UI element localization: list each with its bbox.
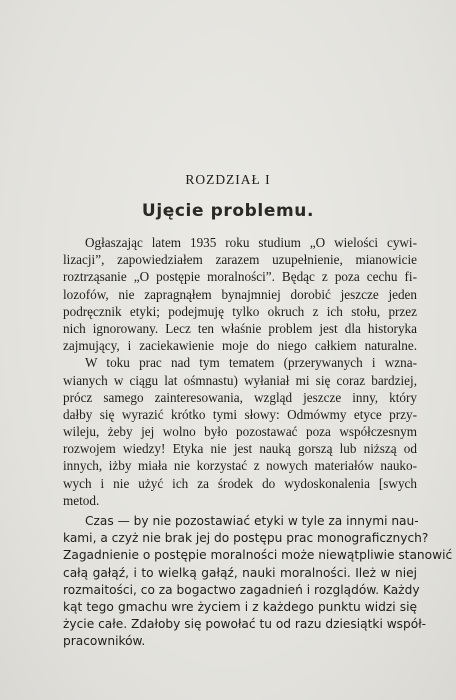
body-text [63, 234, 453, 651]
text-line: rozmaitości, co za bogactwo zagadnień i rozglądów. Każdy [63, 582, 420, 597]
text-line: kąt tego gmachu wre życiem i z każdego punktu widzi się [63, 599, 417, 614]
text-line: wianych w ciągu lat ośmnastu) wyłaniał mi się coraz bardziej, [63, 372, 417, 388]
text-line: W toku prac nad tym tematem (przerywanych i wzna- [85, 355, 417, 371]
text-line: zajmujący, i zaciekawienie moje do niego całkiem naturalne. [63, 338, 417, 354]
text-line: dałby się wyrazić krótko tymi słowy: Odmówmy etyce przy- [63, 406, 417, 422]
text-line: podręcznik etyki; podejmuję tylko okruch z ich stołu, przez [63, 303, 417, 319]
text-line: roztrząsanie „O postępie moralności”. Będąc z poza cechu fi- [63, 269, 417, 285]
text-line: nich ignorowany. Lecz ten właśnie problem jest dla historyka [63, 320, 417, 336]
text-line: pracowników. [63, 634, 146, 649]
chapter-heading: ROZDZIAŁ I [185, 172, 271, 187]
text-line: wych i nie użyć ich za środek do wydoskonalenia [swych [63, 475, 417, 491]
text-line: całą gałąź, i to wielką gałąź, nauki moralności. Ileż w niej [63, 565, 417, 580]
paragraph [63, 234, 417, 354]
text-line: innych, iżby miała nie korzystać z nowych materiałów nauko- [63, 458, 417, 474]
text-line: lozofów, nie zapragnąłem bynajmniej dorobić jeszcze jeden [63, 286, 417, 302]
paragraph [63, 354, 417, 509]
text-line: kami, a czyż nie brak jej do postępu prac monograficznych? [63, 531, 429, 546]
text-line: prócz samego zainteresowania, wzgląd jeszcze inny, który [63, 389, 417, 405]
chapter-title: Ujęcie problemu. [141, 201, 315, 221]
text-line: wileju, żeby jej wolno było pozostawać poza współczesnym [63, 424, 417, 440]
text-line: Zagadnienie o postępie moralności może niewątpliwie stanowić [63, 548, 453, 563]
text-line: Ogłaszając latem 1935 roku studium „O wielości cywi- [85, 235, 417, 250]
text-line: Czas — by nie pozostawiać etyki w tyle za innymi nau- [85, 514, 419, 528]
text-line: rozwojem wiedzy! Etyka nie jest nauką gorszą lub niższą od [63, 441, 417, 457]
text-line: życie całe. Zdałoby się powołać tu od razu dziesiątki współ- [63, 617, 427, 632]
paragraph [63, 513, 453, 651]
text-line: metod. [63, 492, 100, 508]
text-line: lizacji”, zapowiedziałem zarazem uzupełnienie, mianowicie [63, 252, 417, 268]
